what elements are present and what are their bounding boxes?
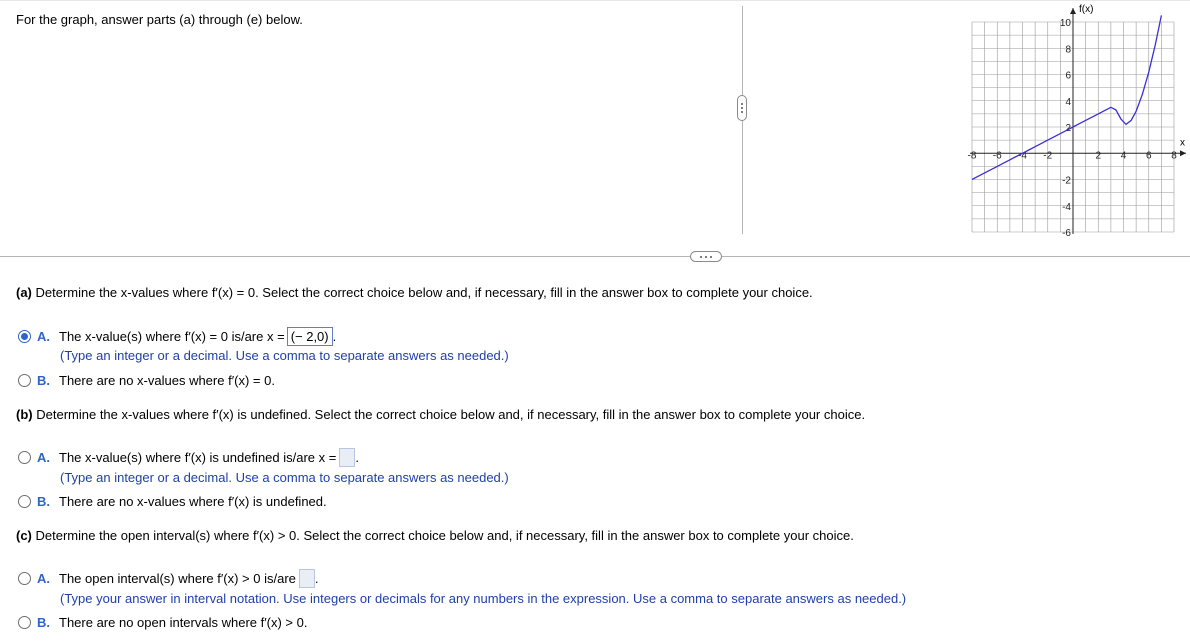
x-axis-label: x (1180, 137, 1185, 149)
part-c-prompt-text: Determine the open interval(s) where f′(x) > 0. Select the correct choice below and, if necessary, fill in the answer box to complete your choice. (35, 528, 854, 543)
part-b-option-a-letter: A. (37, 450, 50, 465)
part-c-option-b-text: There are no open intervals where f′(x) > 0. (59, 615, 308, 630)
part-c-label: (c) (16, 528, 32, 543)
y-tick-label: -2 (1062, 175, 1071, 187)
part-b-option-b-letter: B. (37, 494, 50, 509)
y-tick-label: 10 (1059, 18, 1071, 29)
instructions-text: For the graph, answer parts (a) through (e) below. (16, 12, 303, 27)
x-tick-label: -8 (967, 150, 977, 162)
graph-svg (960, 0, 1190, 240)
y-tick-label: 2 (1065, 123, 1071, 134)
part-b-option-a-text: The x-value(s) where f′(x) is undefined is/are x = (59, 450, 337, 465)
x-tick-label: -4 (1018, 150, 1027, 162)
part-a-option-b-letter: B. (37, 373, 50, 388)
part-b-option-a-hint: (Type an integer or a decimal. Use a comma to separate answers as needed.) (60, 470, 509, 485)
part-b-prompt (16, 407, 865, 422)
y-tick-label: -6 (1062, 228, 1071, 239)
graph-axes (967, 8, 1186, 234)
part-b-answer-box[interactable] (339, 448, 355, 467)
vertical-splitter-handle[interactable] (737, 95, 747, 121)
x-tick-label: 8 (1171, 150, 1177, 162)
part-a-answer-box[interactable]: (− 2,0) (287, 327, 333, 346)
part-b-option-a[interactable]: A. The x-value(s) where f′(x) is undefined is/are x = . (18, 448, 359, 467)
horizontal-splitter-handle[interactable] (690, 251, 722, 262)
part-c-option-a[interactable]: A. The open interval(s) where f′(x) > 0 is/are . (18, 569, 319, 588)
x-tick-label: 2 (1095, 150, 1102, 162)
y-tick-label: 6 (1065, 70, 1071, 82)
y-tick-label: -4 (1062, 201, 1071, 213)
function-graph (960, 0, 1190, 240)
part-a-option-b-radio[interactable] (18, 374, 31, 387)
part-c-option-a-letter: A. (37, 571, 50, 586)
part-c-prompt (16, 528, 854, 543)
part-c-option-b-radio[interactable] (18, 616, 31, 629)
part-c-option-b-letter: B. (37, 615, 50, 630)
part-a-option-a-hint: (Type an integer or a decimal. Use a comma to separate answers as needed.) (60, 348, 509, 363)
horizontal-splitter[interactable] (0, 256, 1190, 257)
part-b-option-b-text: There are no x-values where f′(x) is undefined. (59, 494, 327, 509)
part-a-option-b[interactable] (18, 373, 275, 388)
x-axis-arrow (1180, 150, 1186, 156)
part-b-label: (b) (16, 407, 33, 422)
part-a-option-a-radio[interactable] (18, 330, 31, 343)
x-tick-label: 6 (1145, 150, 1152, 162)
x-tick-label: -2 (1043, 150, 1053, 162)
x-tick-label: -6 (992, 150, 1002, 162)
part-b-option-b[interactable] (18, 494, 327, 509)
x-tick-label: 4 (1120, 150, 1127, 162)
part-c-option-b[interactable] (18, 615, 307, 630)
part-c-option-a-radio[interactable] (18, 572, 31, 585)
part-a-prompt-text: Determine the x-values where f′(x) = 0. Select the correct choice below and, if necessary, fill in the answer box to complete your choice. (35, 285, 813, 300)
part-a-option-a-text: The x-value(s) where f′(x) = 0 is/are x = (59, 329, 285, 344)
part-a-option-a-letter: A. (37, 329, 50, 344)
part-a-label: (a) (16, 285, 32, 300)
part-b-prompt-text: Determine the x-values where f′(x) is undefined. Select the correct choice below and, if necessary, fill in the answer box to complete your choice. (36, 407, 866, 422)
part-a-option-a[interactable]: A. The x-value(s) where f′(x) = 0 is/are x = (− 2,0) . (18, 327, 336, 346)
part-a-prompt (16, 285, 813, 300)
part-c-option-a-hint: (Type your answer in interval notation. Use integers or decimals for any numbers in the expression. Use a comma to separate answers as needed.) (60, 591, 907, 606)
y-tick-label: 8 (1065, 44, 1071, 56)
y-axis-arrow (1070, 8, 1076, 14)
y-axis-label: f(x) (1079, 4, 1094, 15)
part-b-option-a-radio[interactable] (18, 451, 31, 464)
y-tick-label: 4 (1065, 96, 1071, 108)
part-c-option-a-text: The open interval(s) where f′(x) > 0 is/are (59, 571, 296, 586)
part-c-answer-box[interactable] (299, 569, 315, 588)
part-a-option-b-text: There are no x-values where f′(x) = 0. (59, 373, 275, 388)
part-b-option-b-radio[interactable] (18, 495, 31, 508)
